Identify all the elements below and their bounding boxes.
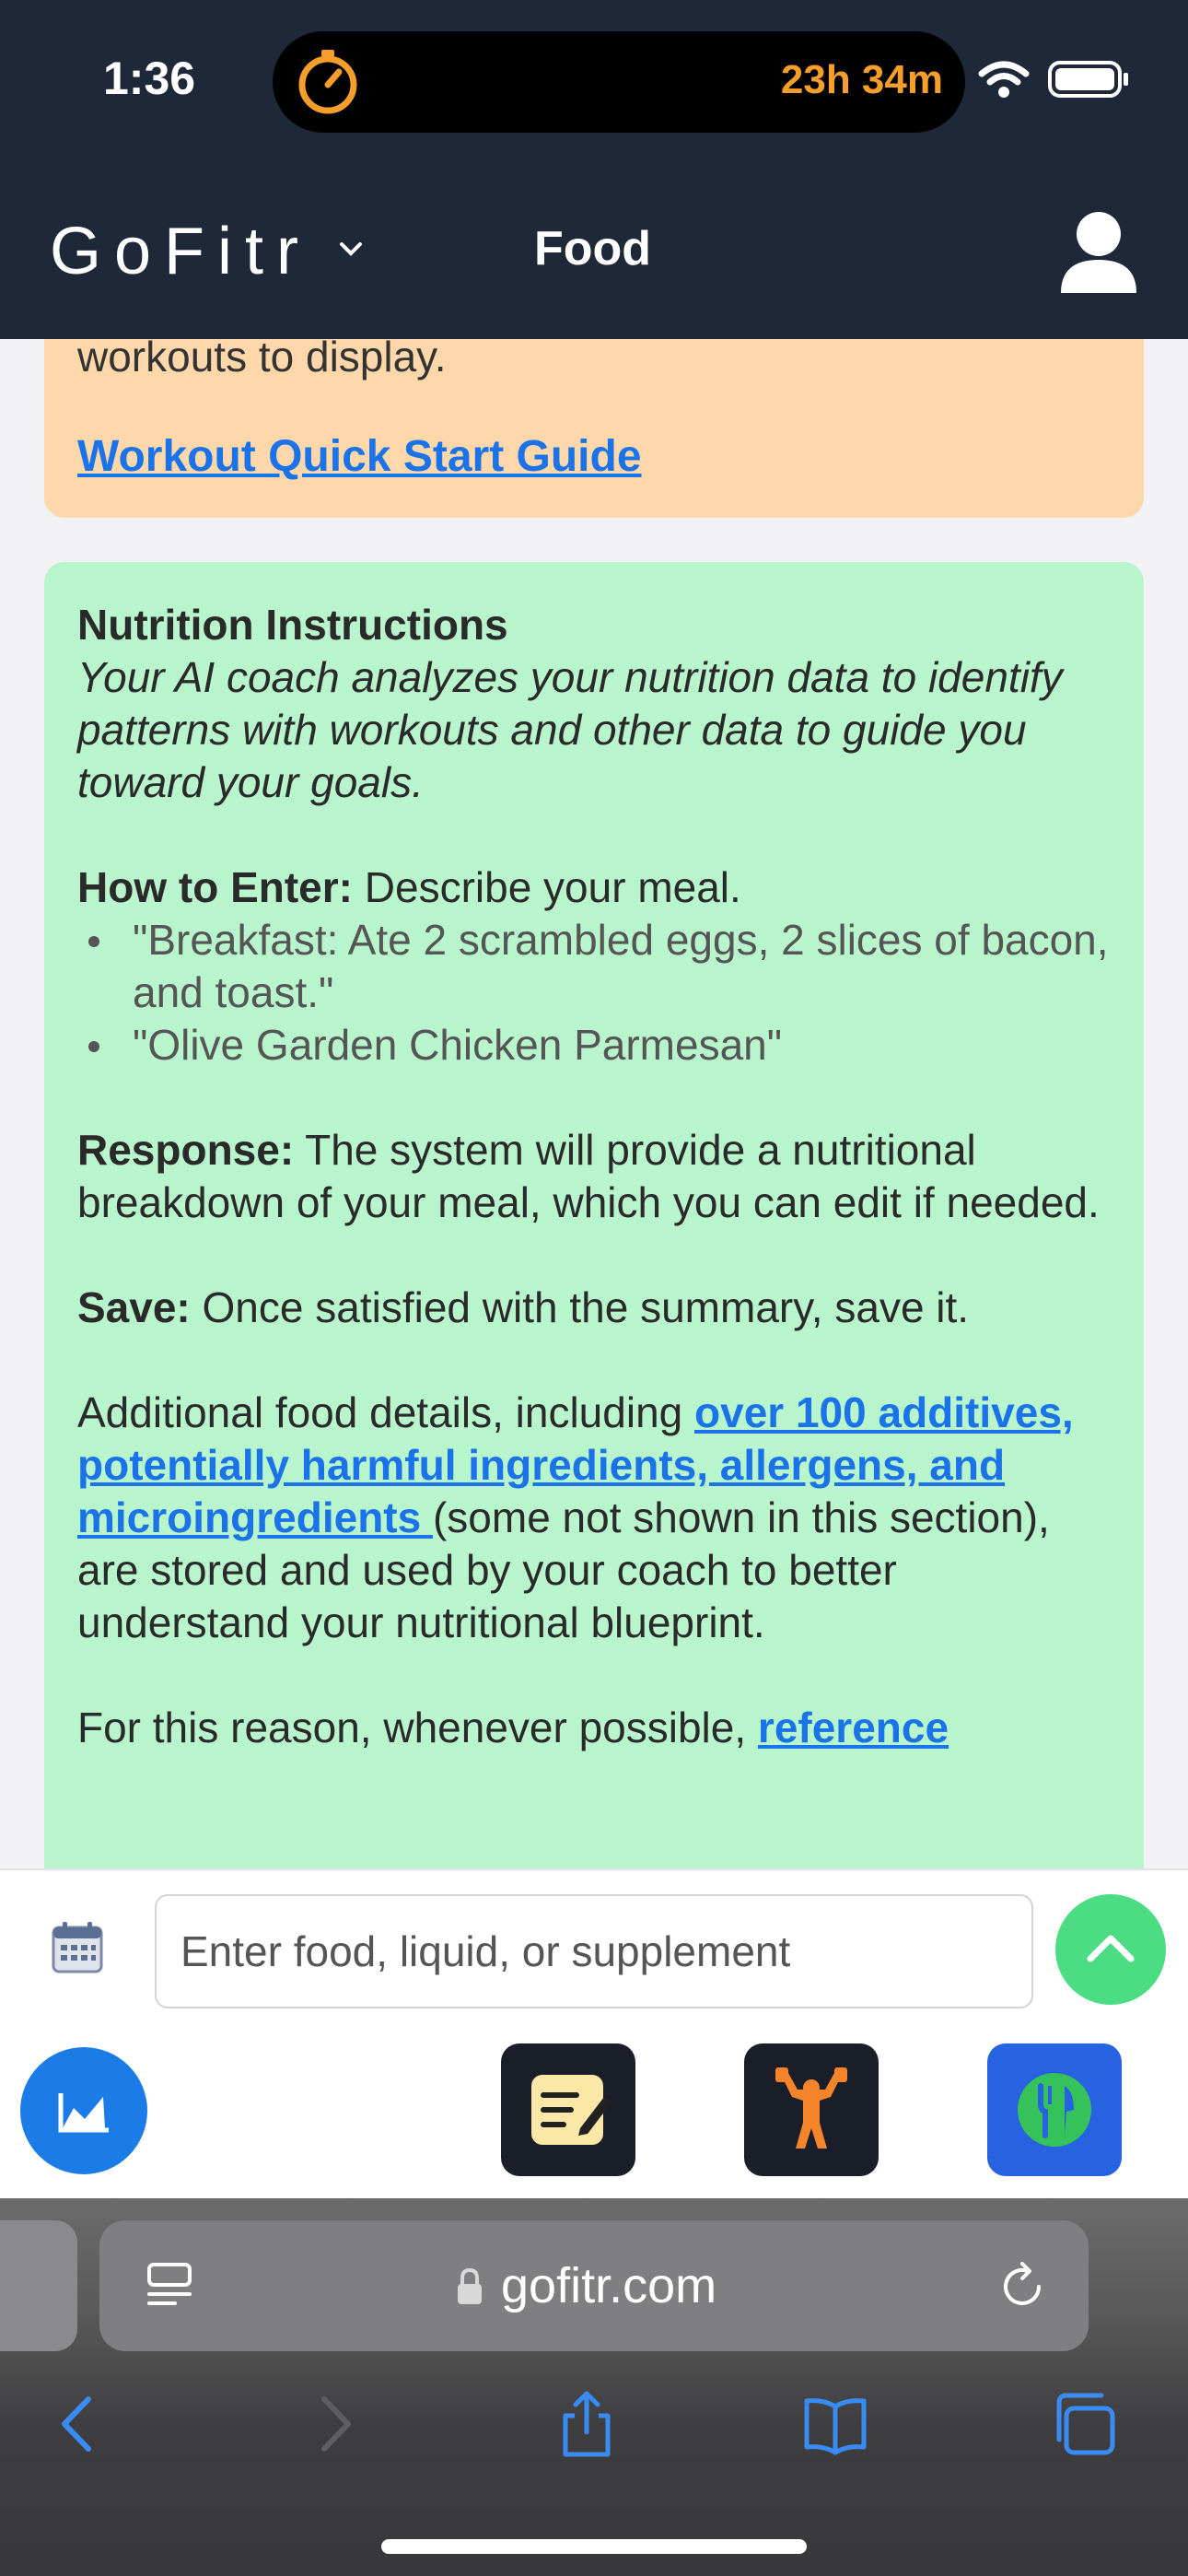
battery-icon: [1048, 59, 1131, 100]
reload-icon[interactable]: [998, 2259, 1050, 2314]
chevron-down-icon[interactable]: [337, 240, 365, 258]
forward-icon[interactable]: [300, 2390, 368, 2458]
additional-details-paragraph: Additional food details, including over 100 additives, potentially harmful ingredients, allergens, and microingredients (some not shown in this section), are stored and used by your coach to better understand your nutritional blueprint.: [77, 1388, 1074, 1646]
response-instruction: Response: The system will provide a nutritional breakdown of your meal, which you can edit if needed.: [77, 1126, 1100, 1226]
how-to-enter: How to Enter: Describe your meal.: [77, 863, 741, 911]
bookmarks-icon[interactable]: [801, 2390, 869, 2458]
charts-button[interactable]: [20, 2047, 147, 2174]
workout-quick-start-link[interactable]: Workout Quick Start Guide: [77, 432, 642, 481]
nutrition-title: Nutrition Instructions: [77, 601, 508, 649]
list-item: "Breakfast: Ate 2 scrambled eggs, 2 slices of bacon, and toast.": [77, 914, 1111, 1019]
home-indicator: [381, 2539, 807, 2554]
notes-tab-button[interactable]: [501, 2043, 635, 2176]
timer-readout: 23h 34m: [780, 57, 943, 102]
list-item: "Olive Garden Chicken Parmesan": [77, 1019, 1111, 1071]
notes-icon: [501, 2043, 635, 2176]
nutrition-instructions-card: [44, 562, 1144, 1868]
chevron-up-icon: [1055, 1894, 1166, 2005]
weightlifter-icon: [744, 2043, 879, 2176]
food-input[interactable]: [155, 1894, 1033, 2008]
wifi-icon: [978, 59, 1030, 100]
notice-text: workouts to display.: [77, 339, 447, 381]
food-tab-button[interactable]: [987, 2043, 1122, 2176]
submit-button[interactable]: [1055, 1894, 1166, 2005]
previous-tab-preview[interactable]: [0, 2220, 77, 2351]
area-chart-icon: [20, 2047, 147, 2174]
content-scroll-area[interactable]: [0, 339, 1188, 1868]
timer-icon: [291, 44, 365, 118]
tabs-icon[interactable]: [1052, 2390, 1120, 2458]
nutrition-intro: Your AI coach analyzes your nutrition data to identify patterns with workouts and other data to guide you toward your goals.: [77, 653, 1063, 806]
brand-logo[interactable]: GoFitr: [50, 215, 312, 288]
status-time: 1:36: [103, 53, 196, 104]
example-list: [77, 914, 1111, 1071]
reason-paragraph: For this reason, whenever possible, reference: [77, 1704, 949, 1751]
workout-tab-button[interactable]: [744, 2043, 879, 2176]
url-text[interactable]: gofitr.com: [501, 2258, 717, 2313]
share-icon[interactable]: [553, 2390, 621, 2458]
calendar-icon[interactable]: [50, 1920, 105, 1975]
back-icon[interactable]: [44, 2390, 112, 2458]
reference-link[interactable]: reference: [757, 1704, 949, 1751]
fork-knife-icon: [987, 2043, 1122, 2176]
user-icon[interactable]: [1057, 208, 1140, 297]
save-instruction: Save: Once satisfied with the summary, save it.: [77, 1283, 970, 1331]
page-menu-icon[interactable]: [144, 2259, 195, 2314]
additives-link[interactable]: over 100 additives, potentially harmful ingredients, allergens, and microingredients: [77, 1388, 1074, 1541]
page-title: Food: [534, 222, 652, 275]
lock-icon: [455, 2266, 484, 2307]
